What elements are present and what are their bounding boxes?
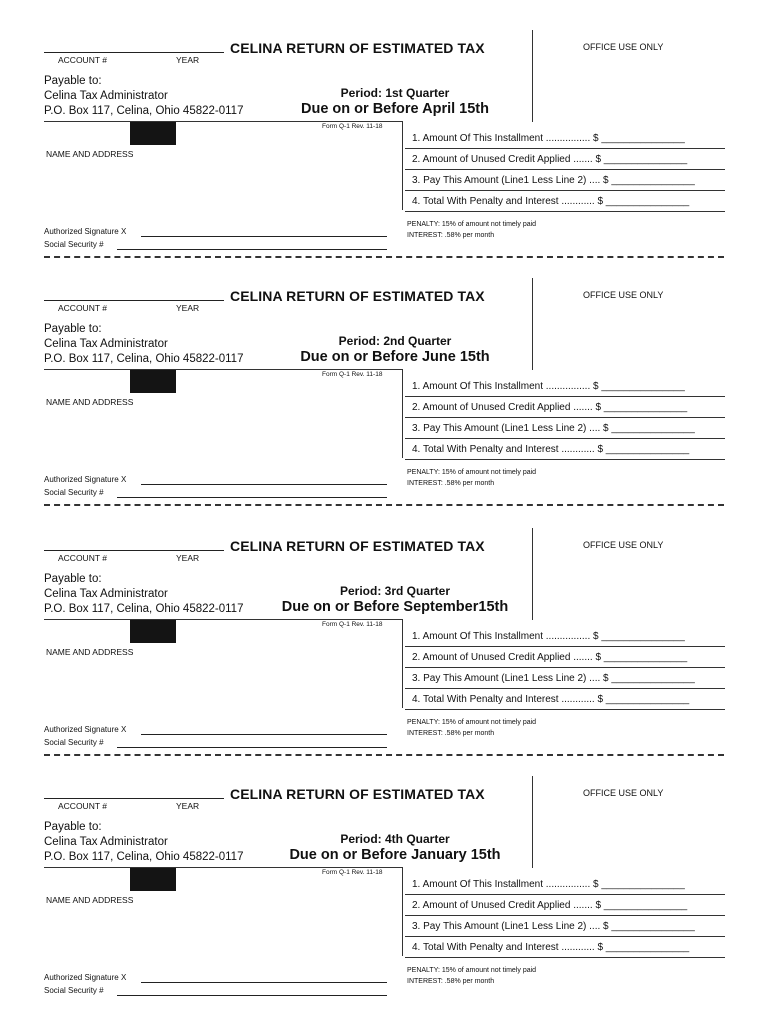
ssn-label: Social Security # xyxy=(44,240,104,249)
payable-to-label: Payable to: xyxy=(44,323,102,335)
penalty-note: PENALTY: 15% of amount not timely paid xyxy=(407,221,537,228)
signature-field[interactable] xyxy=(141,484,387,485)
form-number: Form Q-1 Rev. 11-18 xyxy=(322,371,383,378)
payee-name: Celina Tax Administrator xyxy=(44,588,168,600)
form-title: CELINA RETURN OF ESTIMATED TAX xyxy=(230,288,485,304)
due-date: Due on or Before June 15th xyxy=(300,349,490,365)
interest-note: INTEREST: .58% per month xyxy=(407,232,495,239)
penalty-note: PENALTY: 15% of amount not timely paid xyxy=(407,469,537,476)
account-line[interactable] xyxy=(44,300,224,301)
line-separator xyxy=(405,211,725,212)
payee-address: P.O. Box 117, Celina, Ohio 45822-0117 xyxy=(44,603,244,615)
redaction-box xyxy=(130,122,176,145)
penalty-note: PENALTY: 15% of amount not timely paid xyxy=(407,719,537,726)
form-title: CELINA RETURN OF ESTIMATED TAX xyxy=(230,538,485,554)
penalty-note: PENALTY: 15% of amount not timely paid xyxy=(407,967,537,974)
line-separator xyxy=(405,894,725,895)
interest-note: INTEREST: .58% per month xyxy=(407,730,495,737)
ssn-field[interactable] xyxy=(117,995,387,996)
payee-address: P.O. Box 117, Celina, Ohio 45822-0117 xyxy=(44,353,244,365)
ssn-field[interactable] xyxy=(117,747,387,748)
ssn-field[interactable] xyxy=(117,249,387,250)
ssn-label: Social Security # xyxy=(44,738,104,747)
period-label: Period: 2nd Quarter xyxy=(338,334,452,348)
section-divider xyxy=(44,369,402,370)
year-label: YEAR xyxy=(176,553,200,563)
payee-address: P.O. Box 117, Celina, Ohio 45822-0117 xyxy=(44,105,244,117)
name-address-label: NAME AND ADDRESS xyxy=(46,149,134,159)
line-separator xyxy=(405,190,725,191)
office-use-label: OFFICE USE ONLY xyxy=(583,290,664,300)
account-line[interactable] xyxy=(44,52,224,53)
cut-line xyxy=(44,754,724,756)
payee-block xyxy=(44,572,243,617)
year-label: YEAR xyxy=(176,55,200,65)
year-label: YEAR xyxy=(176,801,200,811)
line-pay-amount[interactable]: 3. Pay This Amount (Line1 Less Line 2) .... $ _______________ xyxy=(412,175,695,186)
office-divider xyxy=(532,528,533,620)
line-unused-credit[interactable]: 2. Amount of Unused Credit Applied ....... $ _______________ xyxy=(412,154,688,165)
period-label: Period: 3rd Quarter xyxy=(339,584,451,598)
line-pay-amount[interactable]: 3. Pay This Amount (Line1 Less Line 2) .... $ _______________ xyxy=(412,673,695,684)
signature-label: Authorized Signature X xyxy=(44,475,127,484)
payee-name: Celina Tax Administrator xyxy=(44,836,168,848)
form-number: Form Q-1 Rev. 11-18 xyxy=(322,869,383,876)
line-installment[interactable]: 1. Amount Of This Installment ................ $ _______________ xyxy=(412,133,685,144)
redaction-box xyxy=(130,620,176,643)
office-divider xyxy=(532,278,533,370)
office-use-label: OFFICE USE ONLY xyxy=(583,788,664,798)
signature-label: Authorized Signature X xyxy=(44,227,127,236)
name-address-label: NAME AND ADDRESS xyxy=(46,895,134,905)
office-use-label: OFFICE USE ONLY xyxy=(583,540,664,550)
payee-address: P.O. Box 117, Celina, Ohio 45822-0117 xyxy=(44,851,244,863)
form-title: CELINA RETURN OF ESTIMATED TAX xyxy=(230,40,485,56)
line-separator xyxy=(405,936,725,937)
amount-divider xyxy=(402,369,403,458)
ssn-label: Social Security # xyxy=(44,488,104,497)
signature-label: Authorized Signature X xyxy=(44,973,127,982)
payable-to-label: Payable to: xyxy=(44,75,102,87)
year-label: YEAR xyxy=(176,303,200,313)
quarter-coupon-2 xyxy=(0,278,770,518)
line-unused-credit[interactable]: 2. Amount of Unused Credit Applied ....... $ _______________ xyxy=(412,652,688,663)
account-line[interactable] xyxy=(44,798,224,799)
line-separator xyxy=(405,709,725,710)
quarter-coupon-3 xyxy=(0,528,770,768)
office-divider xyxy=(532,30,533,122)
name-address-label: NAME AND ADDRESS xyxy=(46,397,134,407)
quarter-coupon-1 xyxy=(0,30,770,270)
line-separator xyxy=(405,915,725,916)
payee-block xyxy=(44,820,243,865)
due-date: Due on or Before September15th xyxy=(281,599,509,615)
payee-name: Celina Tax Administrator xyxy=(44,338,168,350)
quarter-coupon-4 xyxy=(0,776,770,1016)
line-separator xyxy=(405,459,725,460)
line-separator xyxy=(405,667,725,668)
redaction-box xyxy=(130,868,176,891)
amount-divider xyxy=(402,619,403,708)
line-pay-amount[interactable]: 3. Pay This Amount (Line1 Less Line 2) .... $ _______________ xyxy=(412,921,695,932)
line-pay-amount[interactable]: 3. Pay This Amount (Line1 Less Line 2) .... $ _______________ xyxy=(412,423,695,434)
line-total-penalty[interactable]: 4. Total With Penalty and Interest ............ $ _______________ xyxy=(412,196,690,207)
line-separator xyxy=(405,646,725,647)
line-separator xyxy=(405,396,725,397)
cut-line xyxy=(44,256,724,258)
name-address-label: NAME AND ADDRESS xyxy=(46,647,134,657)
ssn-label: Social Security # xyxy=(44,986,104,995)
office-use-label: OFFICE USE ONLY xyxy=(583,42,664,52)
section-divider xyxy=(44,867,402,868)
line-unused-credit[interactable]: 2. Amount of Unused Credit Applied ....... $ _______________ xyxy=(412,900,688,911)
period-label: Period: 1st Quarter xyxy=(340,86,450,100)
line-installment[interactable]: 1. Amount Of This Installment ................ $ _______________ xyxy=(412,879,685,890)
cut-line xyxy=(44,504,724,506)
line-separator xyxy=(405,148,725,149)
line-separator xyxy=(405,688,725,689)
section-divider xyxy=(44,619,402,620)
signature-field[interactable] xyxy=(141,734,387,735)
payee-name: Celina Tax Administrator xyxy=(44,90,168,102)
signature-field[interactable] xyxy=(141,236,387,237)
form-title: CELINA RETURN OF ESTIMATED TAX xyxy=(230,786,485,802)
ssn-field[interactable] xyxy=(117,497,387,498)
signature-field[interactable] xyxy=(141,982,387,983)
account-label: ACCOUNT # xyxy=(58,801,107,811)
line-total-penalty[interactable]: 4. Total With Penalty and Interest ............ $ _______________ xyxy=(412,942,690,953)
signature-label: Authorized Signature X xyxy=(44,725,127,734)
section-divider xyxy=(44,121,402,122)
interest-note: INTEREST: .58% per month xyxy=(407,480,495,487)
payee-block xyxy=(44,74,243,119)
due-date: Due on or Before April 15th xyxy=(301,101,489,117)
account-label: ACCOUNT # xyxy=(58,553,107,563)
payee-block xyxy=(44,322,243,367)
amount-divider xyxy=(402,867,403,956)
due-date: Due on or Before January 15th xyxy=(289,847,501,863)
form-number: Form Q-1 Rev. 11-18 xyxy=(322,621,383,628)
line-installment[interactable]: 1. Amount Of This Installment ................ $ _______________ xyxy=(412,631,685,642)
office-divider xyxy=(532,776,533,868)
line-installment[interactable]: 1. Amount Of This Installment ................ $ _______________ xyxy=(412,381,685,392)
line-total-penalty[interactable]: 4. Total With Penalty and Interest ............ $ _______________ xyxy=(412,694,690,705)
interest-note: INTEREST: .58% per month xyxy=(407,978,495,985)
account-label: ACCOUNT # xyxy=(58,55,107,65)
line-total-penalty[interactable]: 4. Total With Penalty and Interest ............ $ _______________ xyxy=(412,444,690,455)
line-separator xyxy=(405,957,725,958)
line-unused-credit[interactable]: 2. Amount of Unused Credit Applied ....... $ _______________ xyxy=(412,402,688,413)
line-separator xyxy=(405,417,725,418)
amount-divider xyxy=(402,121,403,210)
payable-to-label: Payable to: xyxy=(44,573,102,585)
line-separator xyxy=(405,438,725,439)
line-separator xyxy=(405,169,725,170)
period-label: Period: 4th Quarter xyxy=(340,832,450,846)
redaction-box xyxy=(130,370,176,393)
account-line[interactable] xyxy=(44,550,224,551)
account-label: ACCOUNT # xyxy=(58,303,107,313)
payable-to-label: Payable to: xyxy=(44,821,102,833)
form-number: Form Q-1 Rev. 11-18 xyxy=(322,123,383,130)
